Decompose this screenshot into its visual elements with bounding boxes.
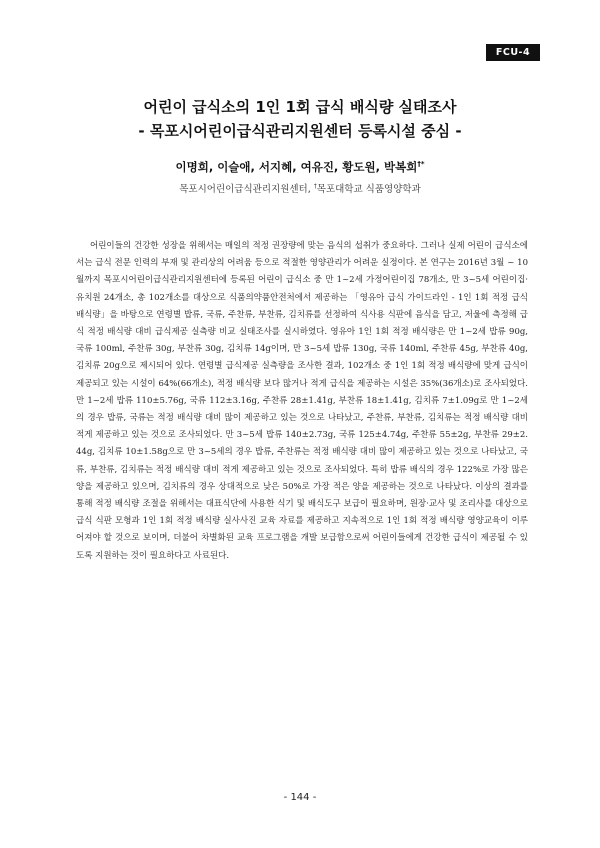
paper-subtitle: - 목포시어린이급식관리지원센터 등록시설 중심 - [138,122,462,140]
session-badge: FCU-4 [486,44,540,61]
corresponding-marker: †* [417,160,425,169]
abstract-body: 어린이들의 건강한 성장을 위해서는 매일의 적정 권장량에 맞는 음식의 섭취가 중요하다. 그러나 실제 어린이 급식소에서는 급식 전문 인력의 부재 및 관리상의 어려움 등으로 적절한 영양관리가 어려운 실정이다. 본 연구는 2016년 3월 ~ 10월까지 목포시어린이급식관리지원센터에 등록된 어린이 급식소 중 만 1~2세 가정어린이집 78개소, 만 3~5세 어린이집·유치원 24개소, 총 102개소를 대상으로 식품의약품안전처에서 제공하는 「영유아 급식 가이드라인 - 1인 1회 적정 급식 배식량」을 바탕으로 연령별 밥류, 국류, 주찬류, 부찬류, 김치류를 선정하여 식사용 식판에 음식을 담고, 저울에 측정해 급식 적정 배식량 대비 급식제공 실측량 비교 실태조사를 실시하였다. 영유아 1인 1회 적정 배식량은 만 1~2세 밥류 90g, 국류 100ml, 주찬류 30g, 부찬류 30g, 김치류 14g이며, 만 3~5세 밥류 130g, 국류 140ml, 주찬류 45g, 부찬류 40g, 김치류 20g으로 제시되어 있다. 연령별 급식제공 실측량을 조사한 결과, 102개소 중 1인 1회 적정 배식량에 맞게 급식이 제공되고 있는 시설이 64%(66개소), 적정 배식량 보다 많거나 적게 급식을 제공하는 시설은 35%(36개소)로 조사되었다. 만 1~2세 밥류 110±5.76g, 국류 112±3.16g, 주찬류 28±1.41g, 부찬류 18±1.41g, 김치류 7±1.09g로 만 1~2세의 경우 밥류, 국류는 적정 배식량 대비 많이 제공하고 있는 것으로 나타났고, 주찬류, 부찬류, 김치류는 적정 배식량 대비 적게 제공하고 있는 것으로 조사되었다. 만 3~5세 밥류 140±2.73g, 국류 125±4.74g, 주찬류 55±2g, 부찬류 29±2.44g, 김치류 10±1.58g으로 만 3~5세의 경우 밥류, 주찬류는 적정 배식량 대비 많이 제공하고 있는 것으로 나타났고, 국류, 부찬류, 김치류는 적정 배식량 대비 적게 제공하고 있는 것으로 조사되었다. 특히 밥류 배식의 경우 122%로 가장 많은 양을 제공하고 있으며, 김치류의 경우 상대적으로 낮은 50%로 가장 적은 양을 제공하는 것으로 나타났다. 이상의 결과를 통해 적정 배식량 조절을 위해서는 대표식단에 사용한 식기 및 배식도구 보급이 필요하며, 원장·교사 및 조리사를 대상으로 급식 식판 모형과 1인 1회 적정 배식량 실사사진 교육 자료를 제공하고 지속적으로 1인 1회 적정 배식량 영양교육이 이루어져야 할 것으로 보이며, 더불어 차별화된 교육 프로그램을 개발 보급함으로써 어린이들에게 건강한 급식이 제공될 수 있도록 지원하는 것이 필요하다고 사료된다. [76,241,528,561]
affiliation-dept: 목포대학교 식품영양학과 [316,184,421,195]
author-names: 이명희, 이슬애, 서지혜, 여유진, 황도원, 박복희 [175,160,418,174]
affiliation-marker: † [313,182,317,190]
affiliation [0,181,600,195]
page-number: - 144 - [283,792,317,803]
affiliation-center: 목포시어린이급식관리지원센터, [179,184,314,195]
paper-title: 어린이 급식소의 1인 1회 급식 배식량 실태조사 [143,98,457,116]
author-list [0,159,600,175]
